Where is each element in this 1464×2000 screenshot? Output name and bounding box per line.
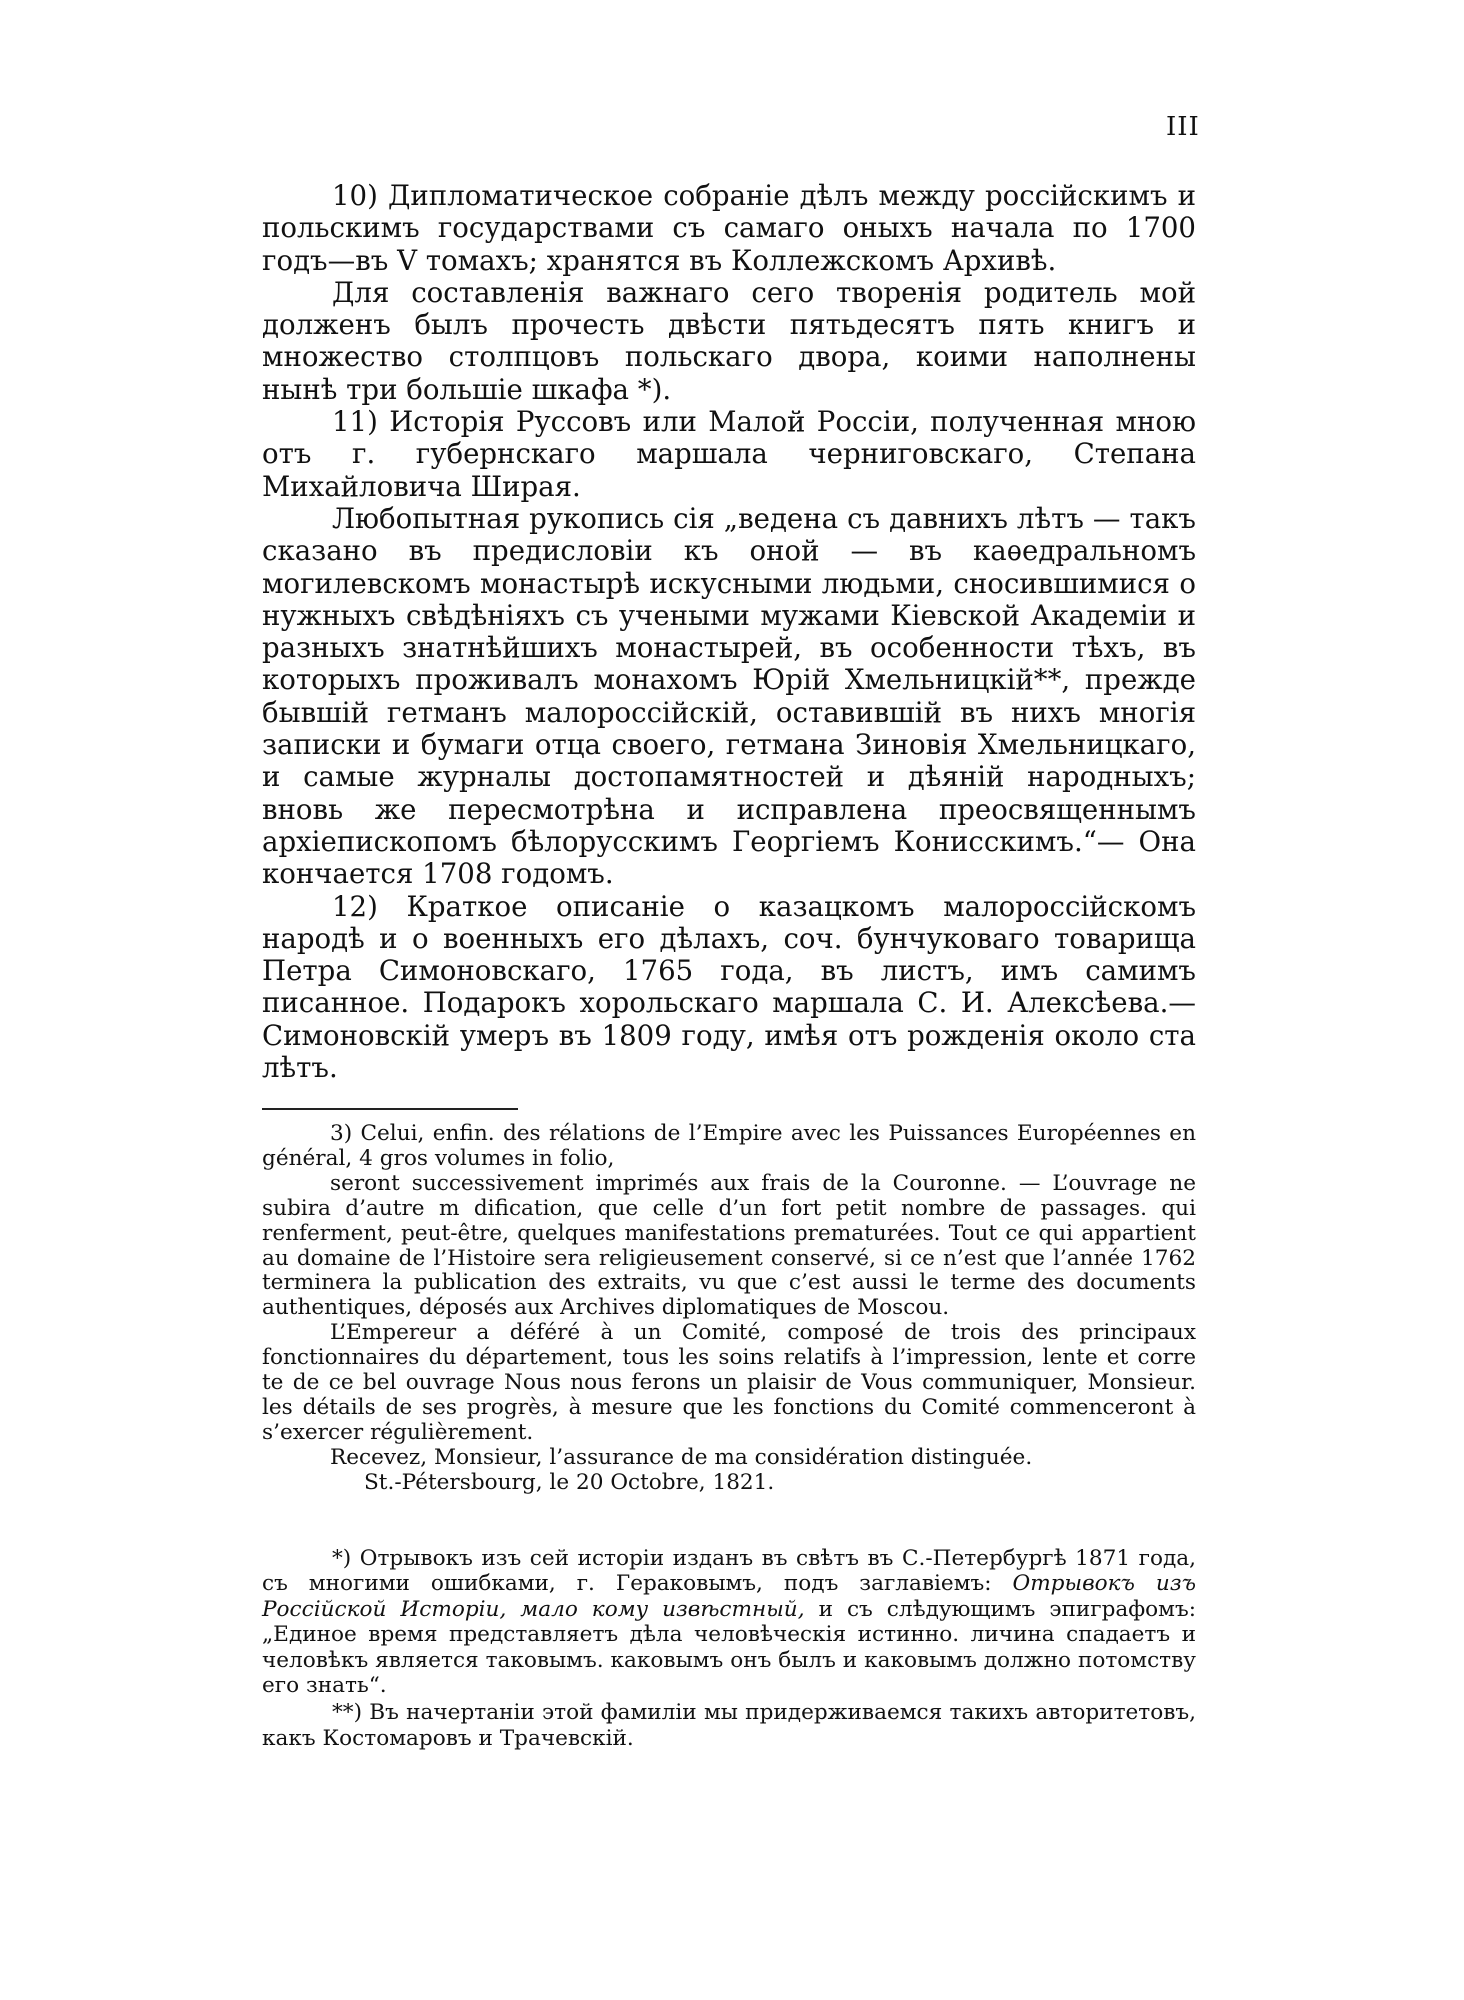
paragraph-item-11: 11) Исторія Руссовъ или Малой Россіи, полученная мною отъ г. губернскаго маршала черниговскаго, Степана Михайловича Ширая. <box>262 405 1196 503</box>
french-footnote-paragraph: 3) Celui, enfin. des rélations de l’Empire avec les Puissances Européennes en général, 4 gros volumes in folio, <box>262 1121 1196 1171</box>
footnote-marker: **) <box>332 1700 363 1726</box>
footnote-italic-title: Отрывокъ изъ Россійской Исторіи, мало кому извѣстный, <box>262 1571 1197 1622</box>
footnote-text: Отрывокъ изъ сей исторіи изданъ въ свѣтъ въ С.-Петербургѣ 1871 года, съ многими ошибками, г. Гераковымъ, подъ заглавіемъ: <box>262 1546 1196 1597</box>
footnote-divider <box>262 1108 518 1110</box>
french-footnote <box>262 1122 1196 1496</box>
french-footnote-dateline: St.-Pétersbourg, le 20 Octobre, 1821. <box>364 1469 775 1495</box>
paragraph-item-10: 10) Дипломатическое собраніе дѣлъ между россійскимъ и польскимъ государствами съ самаго оныхъ начала по 1700 годъ—въ V томахъ; хранятся въ Коллежскомъ Архивѣ. <box>262 179 1196 277</box>
footnote-text: и съ слѣдующимъ эпиграфомъ: „Единое время представляетъ дѣла человѣческія истинно. личина спадаетъ и человѣкъ является таковымъ. каковымъ онъ былъ и каковымъ должно потомству его знать“. <box>262 1596 1196 1699</box>
footnote-double-star <box>262 1700 1196 1751</box>
french-footnote-paragraph: seront successivement imprimés aux frais de la Couronne. — L’ouvrage ne subira d’autre m dification, que celle d’un fort petit nombre de passages. qui renferment, peut-être, quelques manifestations prematurées. Tout ce qui appartient au domaine de l’Histoire sera religieusement conservé, si ce n’est que l’année 1762 terminera la publication des extraits, vu que c’est aussi le terme des documents authentiques, déposés aux Archives diplomatiques de Moscou. <box>262 1170 1196 1321</box>
footnote-star <box>262 1546 1196 1698</box>
paragraph-item-11-comment: Любопытная рукопись сія „ведена съ давнихъ лѣтъ — такъ сказано въ предисловіи къ оной — въ каѳедральномъ могилевскомъ монастырѣ искусными людьми, сносившимися о нужныхъ свѣдѣніяхъ съ учеными мужами Кіевской Академіи и разныхъ знатнѣйшихъ монастырей, въ особенности тѣхъ, въ которыхъ проживалъ монахомъ Юрій Хмельницкій**, прежде бывшій гетманъ малороссійскій, оставившій въ нихъ многія записки и бумаги отца своего, гетмана Зиновія Хмельницкаго, и самые журналы достопамятностей и дѣяній народныхъ; вновь же пересмотрѣна и исправлена преосвященнымъ архіепископомъ бѣлорусскимъ Георгіемъ Конисскимъ.“— Она кончается 1708 годомъ. <box>262 501 1196 891</box>
french-footnote-paragraph: L’Empereur a déféré à un Comité, composé de trois des principaux fonctionnaires du département, tous les soins relatifs à l’impression, lente et corre te de ce bel ouvrage Nous nous ferons un plaisir de Vous communiquer, Monsieur. les détails de ses progrès, à mesure que les fonctions du Comité commenceront à s’exercer régulièrement. <box>262 1320 1196 1445</box>
russian-footnotes <box>262 1546 1196 1751</box>
paragraph-item-10-comment: Для составленія важнаго сего творенія родитель мой долженъ былъ прочесть двѣсти пятьдесятъ пять книгъ и множество столпцовъ польскаго двора, коими наполнены нынѣ три большіе шкафа *). <box>262 275 1196 406</box>
footnote-text: Въ начертаніи этой фамиліи мы придерживаемся такихъ авторитетовъ, какъ Костомаровъ и Трачевскій. <box>262 1700 1196 1751</box>
footnote-marker: *) <box>332 1546 352 1571</box>
french-footnote-signoff: Recevez, Monsieur, l’assurance de ma considération distinguée. <box>330 1444 1033 1470</box>
paragraph-item-12: 12) Краткое описаніе о казацкомъ малороссійскомъ народѣ и о военныхъ его дѣлахъ, соч. бунчуковаго товарища Петра Симоновскаго, 1765 года, въ листъ, имъ самимъ писанное. Подарокъ хорольскаго маршала С. И. Алексѣева.— Симоновскій умеръ въ 1809 году, имѣя отъ рожденія около ста лѣтъ. <box>262 889 1196 1085</box>
page-number: III <box>1166 112 1200 142</box>
main-text <box>262 180 1196 1084</box>
